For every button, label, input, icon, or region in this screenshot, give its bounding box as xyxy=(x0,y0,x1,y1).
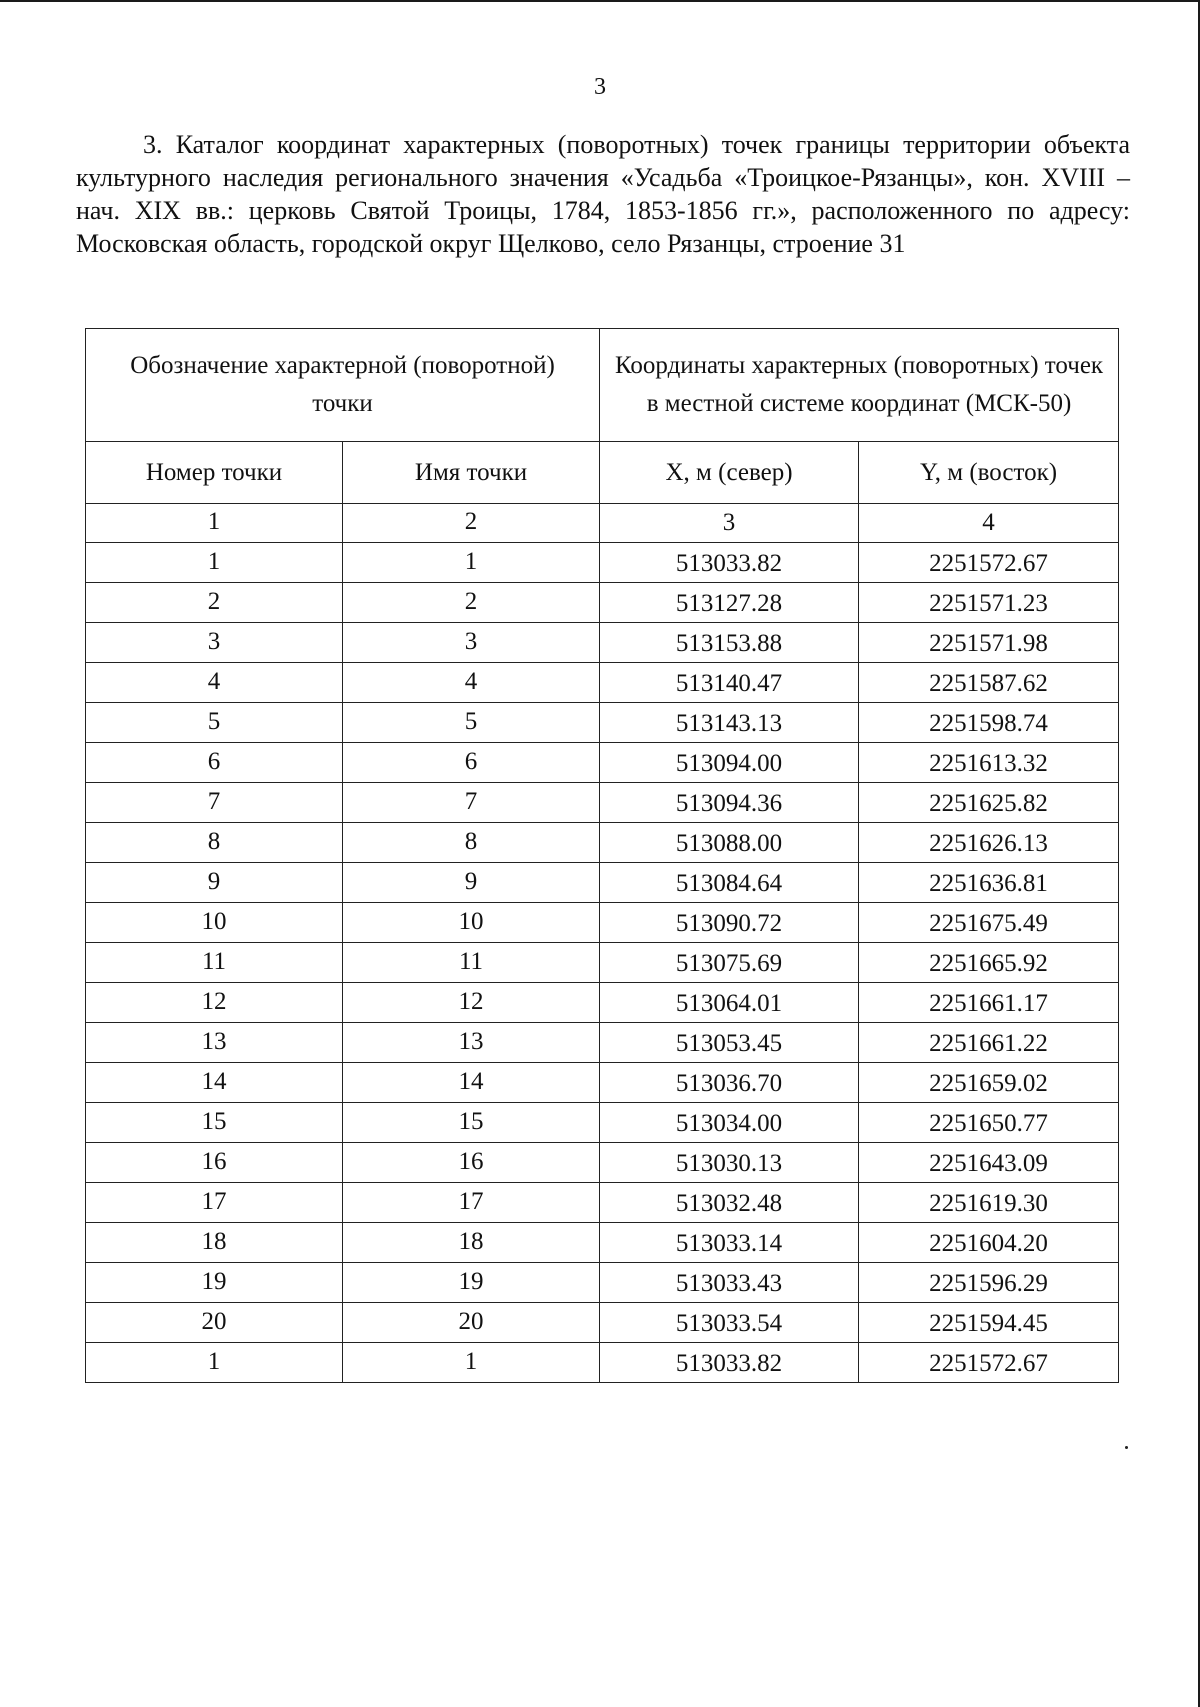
y-coordinate-cell: 2251643.09 xyxy=(859,1143,1119,1183)
y-coordinate-cell: 2251594.45 xyxy=(859,1303,1119,1343)
table-column-header-row xyxy=(86,442,1119,504)
y-coordinate-cell: 2251619.30 xyxy=(859,1183,1119,1223)
y-coordinate-cell: 2251665.92 xyxy=(859,943,1119,983)
header-y-east: Y, м (восток) xyxy=(859,442,1119,504)
table-row xyxy=(86,1023,1119,1063)
table-row xyxy=(86,1063,1119,1103)
point-name-cell: 9 xyxy=(343,863,600,903)
y-coordinate-cell: 2251613.32 xyxy=(859,743,1119,783)
point-name-cell: 15 xyxy=(343,1103,600,1143)
x-coordinate-cell: 513127.28 xyxy=(600,583,859,623)
table-column-number-row xyxy=(86,504,1119,543)
table-row xyxy=(86,663,1119,703)
point-name-cell: 4 xyxy=(343,663,600,703)
point-name-cell: 13 xyxy=(343,1023,600,1063)
column-number-2: 2 xyxy=(343,504,600,543)
point-number-cell: 14 xyxy=(86,1063,343,1103)
column-number-4: 4 xyxy=(859,504,1119,543)
y-coordinate-cell: 2251572.67 xyxy=(859,1343,1119,1383)
table-row xyxy=(86,623,1119,663)
point-name-cell: 1 xyxy=(343,543,600,583)
column-number-3: 3 xyxy=(600,504,859,543)
point-name-cell: 2 xyxy=(343,583,600,623)
table-row xyxy=(86,903,1119,943)
table-row xyxy=(86,1223,1119,1263)
point-number-cell: 12 xyxy=(86,983,343,1023)
point-name-cell: 8 xyxy=(343,823,600,863)
x-coordinate-cell: 513033.54 xyxy=(600,1303,859,1343)
point-number-cell: 6 xyxy=(86,743,343,783)
point-number-cell: 4 xyxy=(86,663,343,703)
x-coordinate-cell: 513088.00 xyxy=(600,823,859,863)
x-coordinate-cell: 513094.36 xyxy=(600,783,859,823)
point-name-cell: 18 xyxy=(343,1223,600,1263)
point-number-cell: 11 xyxy=(86,943,343,983)
table-row xyxy=(86,1263,1119,1303)
point-number-cell: 1 xyxy=(86,543,343,583)
table-row xyxy=(86,1183,1119,1223)
y-coordinate-cell: 2251587.62 xyxy=(859,663,1119,703)
header-point-name: Имя точки xyxy=(343,442,600,504)
point-number-cell: 17 xyxy=(86,1183,343,1223)
table-row xyxy=(86,1303,1119,1343)
table-row xyxy=(86,823,1119,863)
y-coordinate-cell: 2251636.81 xyxy=(859,863,1119,903)
y-coordinate-cell: 2251661.22 xyxy=(859,1023,1119,1063)
table-row xyxy=(86,583,1119,623)
table-row xyxy=(86,703,1119,743)
x-coordinate-cell: 513064.01 xyxy=(600,983,859,1023)
table-row xyxy=(86,1103,1119,1143)
y-coordinate-cell: 2251626.13 xyxy=(859,823,1119,863)
x-coordinate-cell: 513140.47 xyxy=(600,663,859,703)
point-name-cell: 7 xyxy=(343,783,600,823)
point-number-cell: 20 xyxy=(86,1303,343,1343)
y-coordinate-cell: 2251596.29 xyxy=(859,1263,1119,1303)
y-coordinate-cell: 2251571.23 xyxy=(859,583,1119,623)
x-coordinate-cell: 513075.69 xyxy=(600,943,859,983)
x-coordinate-cell: 513034.00 xyxy=(600,1103,859,1143)
point-name-cell: 1 xyxy=(343,1343,600,1383)
y-coordinate-cell: 2251659.02 xyxy=(859,1063,1119,1103)
table-row xyxy=(86,743,1119,783)
table-row xyxy=(86,943,1119,983)
x-coordinate-cell: 513030.13 xyxy=(600,1143,859,1183)
point-name-cell: 17 xyxy=(343,1183,600,1223)
point-number-cell: 9 xyxy=(86,863,343,903)
y-coordinate-cell: 2251571.98 xyxy=(859,623,1119,663)
point-name-cell: 14 xyxy=(343,1063,600,1103)
point-name-cell: 6 xyxy=(343,743,600,783)
table-row xyxy=(86,543,1119,583)
y-coordinate-cell: 2251675.49 xyxy=(859,903,1119,943)
x-coordinate-cell: 513033.82 xyxy=(600,1343,859,1383)
point-name-cell: 3 xyxy=(343,623,600,663)
x-coordinate-cell: 513084.64 xyxy=(600,863,859,903)
page-number: 3 xyxy=(594,74,606,100)
point-number-cell: 16 xyxy=(86,1143,343,1183)
header-point-number: Номер точки xyxy=(86,442,343,504)
coordinates-table-body xyxy=(86,329,1119,1383)
x-coordinate-cell: 513033.82 xyxy=(600,543,859,583)
y-coordinate-cell: 2251661.17 xyxy=(859,983,1119,1023)
point-name-cell: 20 xyxy=(343,1303,600,1343)
x-coordinate-cell: 513033.43 xyxy=(600,1263,859,1303)
y-coordinate-cell: 2251598.74 xyxy=(859,703,1119,743)
table-row xyxy=(86,783,1119,823)
point-number-cell: 19 xyxy=(86,1263,343,1303)
x-coordinate-cell: 513094.00 xyxy=(600,743,859,783)
table-row xyxy=(86,863,1119,903)
point-name-cell: 10 xyxy=(343,903,600,943)
header-x-north: X, м (север) xyxy=(600,442,859,504)
point-number-cell: 2 xyxy=(86,583,343,623)
point-number-cell: 10 xyxy=(86,903,343,943)
point-number-cell: 8 xyxy=(86,823,343,863)
header-point-designation: Обозначение характерной (поворотной) точки xyxy=(86,329,600,442)
point-number-cell: 3 xyxy=(86,623,343,663)
section-heading xyxy=(76,128,1130,260)
x-coordinate-cell: 513143.13 xyxy=(600,703,859,743)
column-number-1: 1 xyxy=(86,504,343,543)
table-row xyxy=(86,1143,1119,1183)
point-number-cell: 7 xyxy=(86,783,343,823)
header-coordinates: Координаты характерных (поворотных) точек в местной системе координат (МСК-50) xyxy=(600,329,1119,442)
y-coordinate-cell: 2251604.20 xyxy=(859,1223,1119,1263)
table-group-header-row xyxy=(86,329,1119,442)
point-number-cell: 1 xyxy=(86,1343,343,1383)
y-coordinate-cell: 2251625.82 xyxy=(859,783,1119,823)
y-coordinate-cell: 2251650.77 xyxy=(859,1103,1119,1143)
section-heading-text: 3. Каталог координат характерных (поворотных) точек границы территории объекта культурного наследия регионального значения «Усадьба «Троицкое-Рязанцы», кон. XVIII – нач. XIX вв.: церковь Святой Троицы, 1784, 1853-1856 гг.», расположенного по адресу: Московская область, городской округ Щелково, село Рязанцы, строение 31 xyxy=(76,130,1130,258)
coordinates-table xyxy=(85,328,1119,1383)
table-row xyxy=(86,983,1119,1023)
y-coordinate-cell: 2251572.67 xyxy=(859,543,1119,583)
x-coordinate-cell: 513036.70 xyxy=(600,1063,859,1103)
point-name-cell: 11 xyxy=(343,943,600,983)
point-name-cell: 12 xyxy=(343,983,600,1023)
x-coordinate-cell: 513033.14 xyxy=(600,1223,859,1263)
scan-border-top xyxy=(0,0,1200,2)
x-coordinate-cell: 513032.48 xyxy=(600,1183,859,1223)
point-number-cell: 18 xyxy=(86,1223,343,1263)
table-row xyxy=(86,1343,1119,1383)
point-name-cell: 16 xyxy=(343,1143,600,1183)
point-name-cell: 5 xyxy=(343,703,600,743)
point-number-cell: 5 xyxy=(86,703,343,743)
point-number-cell: 13 xyxy=(86,1023,343,1063)
scan-speck xyxy=(1125,1446,1128,1449)
point-name-cell: 19 xyxy=(343,1263,600,1303)
x-coordinate-cell: 513153.88 xyxy=(600,623,859,663)
x-coordinate-cell: 513053.45 xyxy=(600,1023,859,1063)
x-coordinate-cell: 513090.72 xyxy=(600,903,859,943)
point-number-cell: 15 xyxy=(86,1103,343,1143)
